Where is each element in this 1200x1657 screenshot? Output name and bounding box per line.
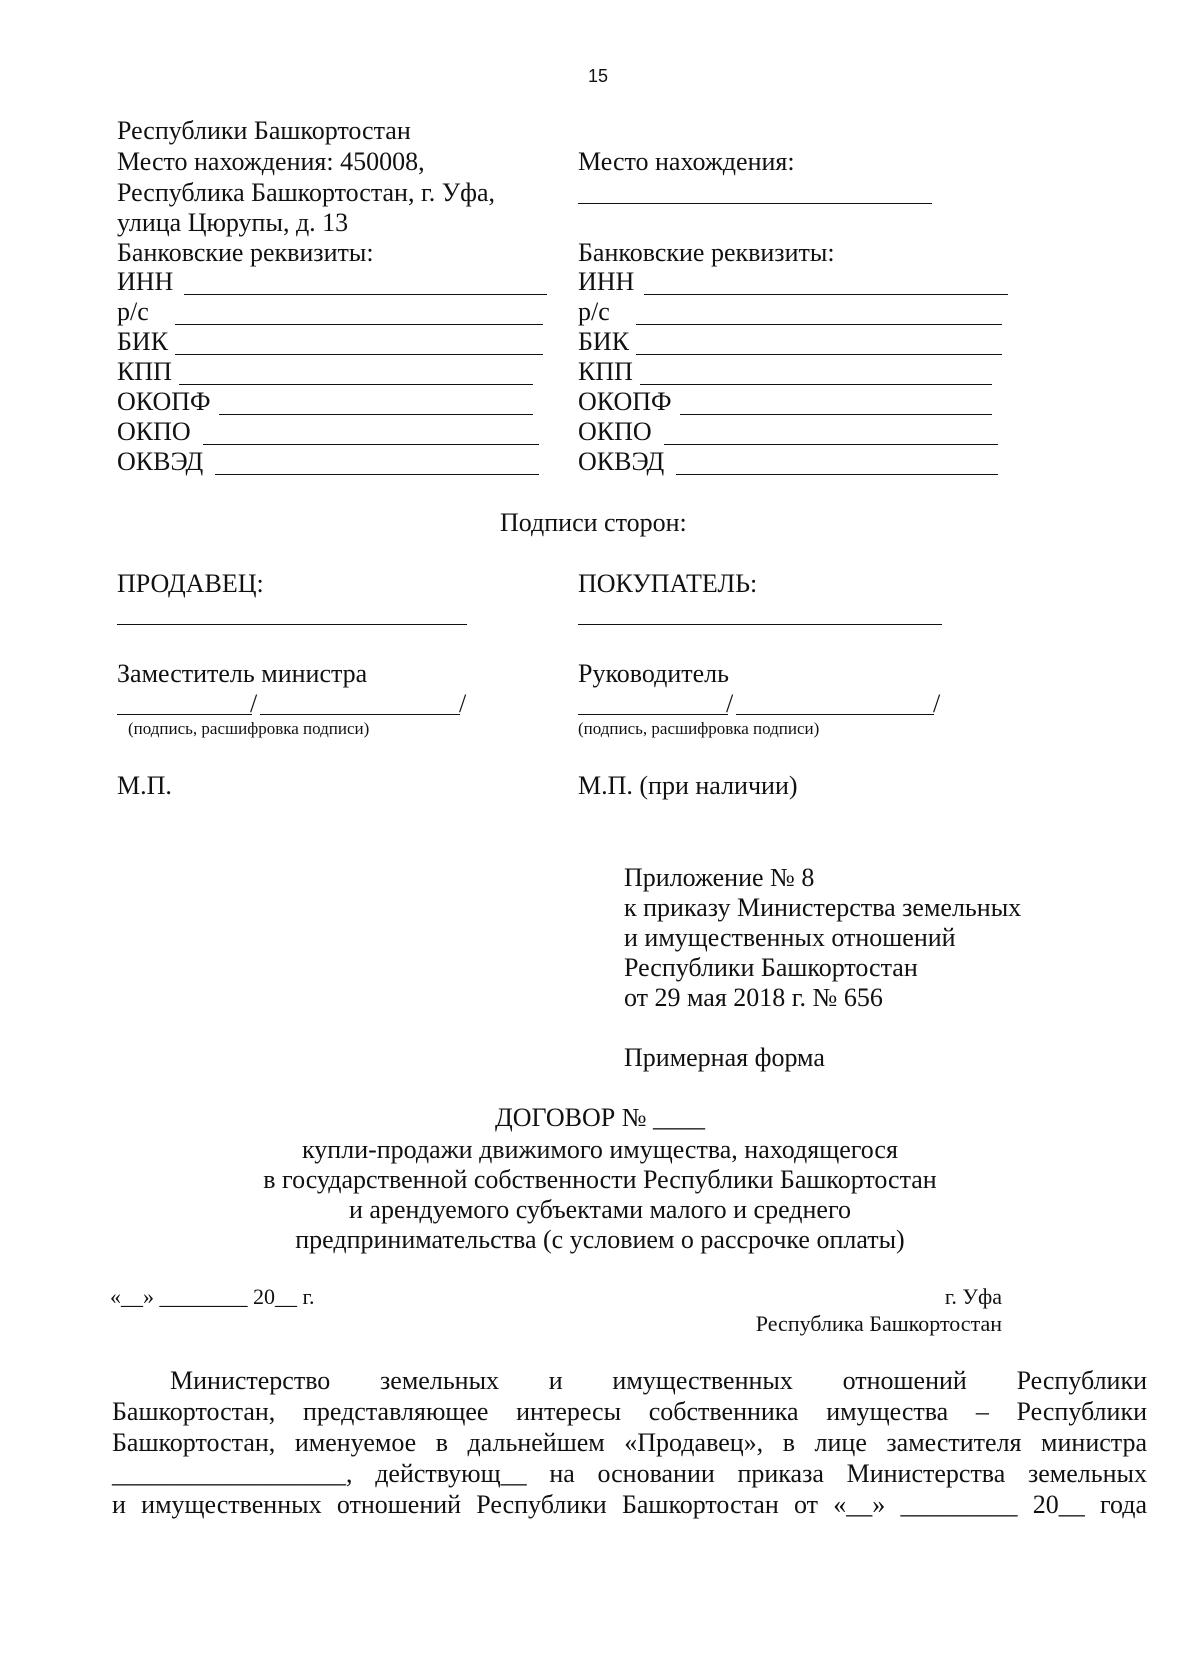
seller-field-okopf: [117, 386, 533, 417]
blank-line: [680, 414, 992, 415]
seller-field-bik: [117, 326, 543, 357]
contract-body: [112, 1365, 1147, 1520]
seller-field-label: ОКВЭД: [117, 447, 204, 476]
slash-separator: /: [726, 689, 734, 718]
appendix-line: к приказу Министерства земельных: [624, 893, 1022, 922]
seller-address-line: улица Цюрупы, д. 13: [117, 208, 349, 237]
appendix-line: и имущественных отношений: [624, 923, 956, 952]
buyer-field-kpp: [578, 356, 992, 387]
buyer-position: Руководитель: [578, 659, 729, 688]
buyer-field-label: ОКПО: [578, 417, 652, 446]
seller-stamp: М.П.: [117, 771, 172, 800]
signature-name-blank: [260, 714, 460, 715]
seller-field-label: р/с: [117, 297, 149, 326]
blank-line: [636, 354, 1002, 355]
seller-field-account: [117, 296, 543, 327]
buyer-field-label: КПП: [578, 357, 633, 386]
buyer-name-blank: [578, 624, 942, 625]
appendix-line: Республики Башкортостан: [624, 953, 918, 982]
buyer-field-label: ОКОПФ: [578, 387, 672, 416]
contract-subtitle-line: и арендуемого субъектами малого и среднего: [349, 1195, 851, 1224]
blank-line: [664, 444, 998, 445]
signature-name-blank: [736, 714, 934, 715]
seller-address-line: Место нахождения: 450008,: [117, 147, 425, 176]
signatures-heading: Подписи сторон:: [500, 508, 687, 537]
seller-bank-label: Банковские реквизиты:: [117, 238, 374, 267]
buyer-field-inn: [578, 266, 1008, 297]
signature-blank: [578, 714, 728, 715]
blank-line: [175, 354, 543, 355]
buyer-stamp: М.П. (при наличии): [578, 771, 798, 800]
blank-line: [640, 384, 992, 385]
buyer-field-label: р/с: [578, 297, 610, 326]
blank-line: [179, 384, 533, 385]
contract-city: г. Уфа: [944, 1284, 1002, 1309]
seller-label: ПРОДАВЕЦ:: [117, 569, 264, 598]
blank-line: [215, 474, 539, 475]
buyer-field-okopf: [578, 386, 992, 417]
contract-subtitle-line: в государственной собственности Республики Башкортостан: [263, 1165, 937, 1194]
buyer-field-label: ИНН: [578, 267, 635, 296]
buyer-field-bik: [578, 326, 1002, 357]
contract-date: «__» ________ 20__ г.: [110, 1284, 315, 1309]
form-type: Примерная форма: [624, 1043, 825, 1072]
buyer-field-okpo: [578, 416, 998, 447]
buyer-field-okved: [578, 446, 998, 477]
slash-separator: /: [933, 689, 941, 718]
seller-field-label: ОКПО: [117, 417, 191, 446]
seller-field-okved: [117, 446, 539, 477]
buyer-location-blank: [578, 203, 932, 204]
buyer-field-label: БИК: [578, 327, 630, 356]
seller-name-blank: [117, 624, 467, 625]
seller-field-inn: [117, 266, 547, 297]
blank-line: [644, 294, 1008, 295]
blank-line: [203, 444, 539, 445]
seller-field-okpo: [117, 416, 539, 447]
body-line: Министерство земельных и имущественных отношений Республики: [170, 1366, 1147, 1395]
buyer-signature-caption: (подпись, расшифровка подписи): [578, 719, 820, 738]
buyer-location-label: Место нахождения:: [578, 147, 795, 176]
body-line: __________________, действующ__ на основании приказа Министерства земельных: [112, 1459, 1147, 1488]
blank-line: [175, 324, 543, 325]
seller-signature-caption: (подпись, расшифровка подписи): [128, 719, 370, 738]
blank-line: [219, 414, 533, 415]
blank-line: [676, 474, 998, 475]
blank-line: [184, 294, 547, 295]
contract-subtitle-line: предпринимательства (с условием о рассрочке оплаты): [295, 1225, 905, 1254]
appendix-line: от 29 мая 2018 г. № 656: [624, 983, 883, 1012]
seller-address-line: Республики Башкортостан: [117, 116, 411, 145]
buyer-label: ПОКУПАТЕЛЬ:: [578, 569, 758, 598]
appendix-line: Приложение № 8: [624, 863, 815, 892]
contract-title: ДОГОВОР № ____: [494, 1103, 706, 1132]
seller-field-label: КПП: [117, 357, 172, 386]
seller-field-label: ИНН: [117, 267, 174, 296]
slash-separator: /: [459, 689, 467, 718]
buyer-field-account: [578, 296, 1002, 327]
contract-subtitle-line: купли-продажи движимого имущества, находящегося: [302, 1135, 898, 1164]
buyer-bank-label: Банковские реквизиты:: [578, 238, 835, 267]
seller-field-label: БИК: [117, 327, 169, 356]
seller-field-label: ОКОПФ: [117, 387, 211, 416]
page-number: 15: [588, 66, 609, 86]
signature-blank: [117, 714, 252, 715]
slash-separator: /: [250, 689, 258, 718]
seller-address-line: Республика Башкортостан, г. Уфа,: [117, 178, 495, 207]
buyer-field-label: ОКВЭД: [578, 447, 665, 476]
body-line: Башкортостан, представляющее интересы собственника имущества – Республики: [112, 1397, 1147, 1426]
contract-region: Республика Башкортостан: [755, 1311, 1002, 1336]
seller-position: Заместитель министра: [117, 659, 368, 688]
blank-line: [636, 324, 1002, 325]
body-line: и имущественных отношений Республики Башкортостан от «__» _________ 20__ года: [112, 1490, 1147, 1519]
body-line: Башкортостан, именуемое в дальнейшем «Продавец», в лице заместителя министра: [112, 1428, 1147, 1457]
seller-field-kpp: [117, 356, 533, 387]
